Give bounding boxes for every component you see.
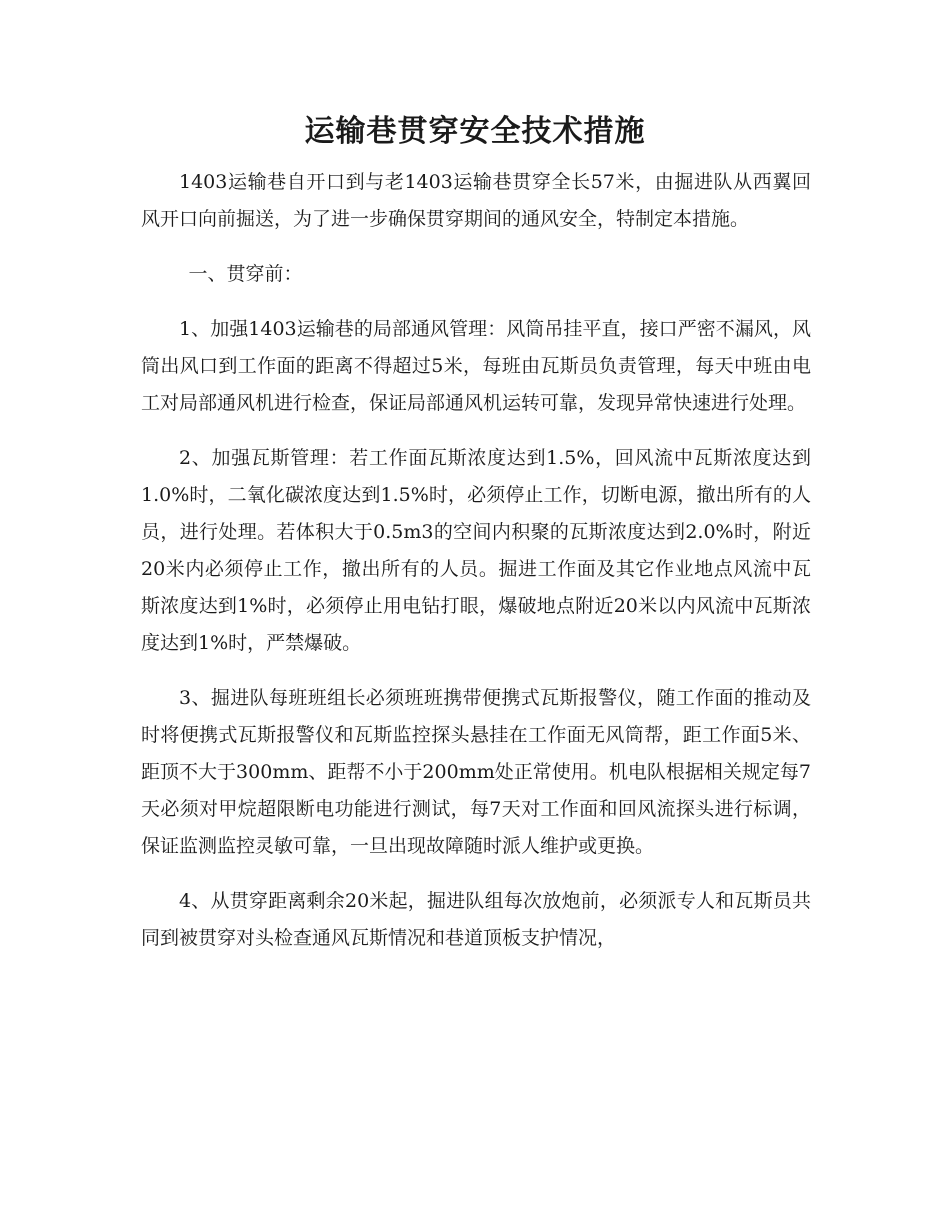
list-item: 4、从贯穿距离剩余20米起，掘进队组每次放炮前，必须派专人和瓦斯员共同到被贯穿对头检查通风瓦斯情况和巷道顶板支护情况， <box>141 890 811 949</box>
intro-paragraph: 1403运输巷自开口到与老1403运输巷贯穿全长57米，由掘进队从西翼回风开口向前掘送，为了进一步确保贯穿期间的通风安全，特制定本措施。 <box>141 171 811 230</box>
list-item: 3、掘进队每班班组长必须班班携带便携式瓦斯报警仪，随工作面的推动及时将便携式瓦斯报警仪和瓦斯监控探头悬挂在工作面无风筒帮，距工作面5米、距顶不大于300mm、距帮不小于200mm处正常使用。机电队根据相关规定每7天必须对甲烷超限断电功能进行测试，每7天对工作面和回风流探头进行标调，保证监测监控灵敏可靠，一旦出现故障随时派人维护或更换。 <box>141 687 811 857</box>
list-item: 1、加强1403运输巷的局部通风管理：风筒吊挂平直，接口严密不漏风，风筒出风口到工作面的距离不得超过5米，每班由瓦斯员负责管理，每天中班由电工对局部通风机进行检查，保证局部通风机运转可靠，发现异常快速进行处理。 <box>141 318 811 414</box>
document-body <box>141 164 811 975</box>
list-item: 2、加强瓦斯管理：若工作面瓦斯浓度达到1.5%，回风流中瓦斯浓度达到1.0%时，二氧化碳浓度达到1.5%时，必须停止工作，切断电源，撤出所有的人员，进行处理。若体积大于0.5m3的空间内积聚的瓦斯浓度达到2.0%时，附近20米内必须停止工作，撤出所有的人员。掘进工作面及其它作业地点风流中瓦斯浓度达到1%时，必须停止用电钻打眼，爆破地点附近20米以内风流中瓦斯浓度达到1%时，严禁爆破。 <box>141 447 811 654</box>
section-heading: 一、贯穿前： <box>188 263 303 285</box>
document-title: 运输巷贯穿安全技术措施 <box>304 114 646 149</box>
